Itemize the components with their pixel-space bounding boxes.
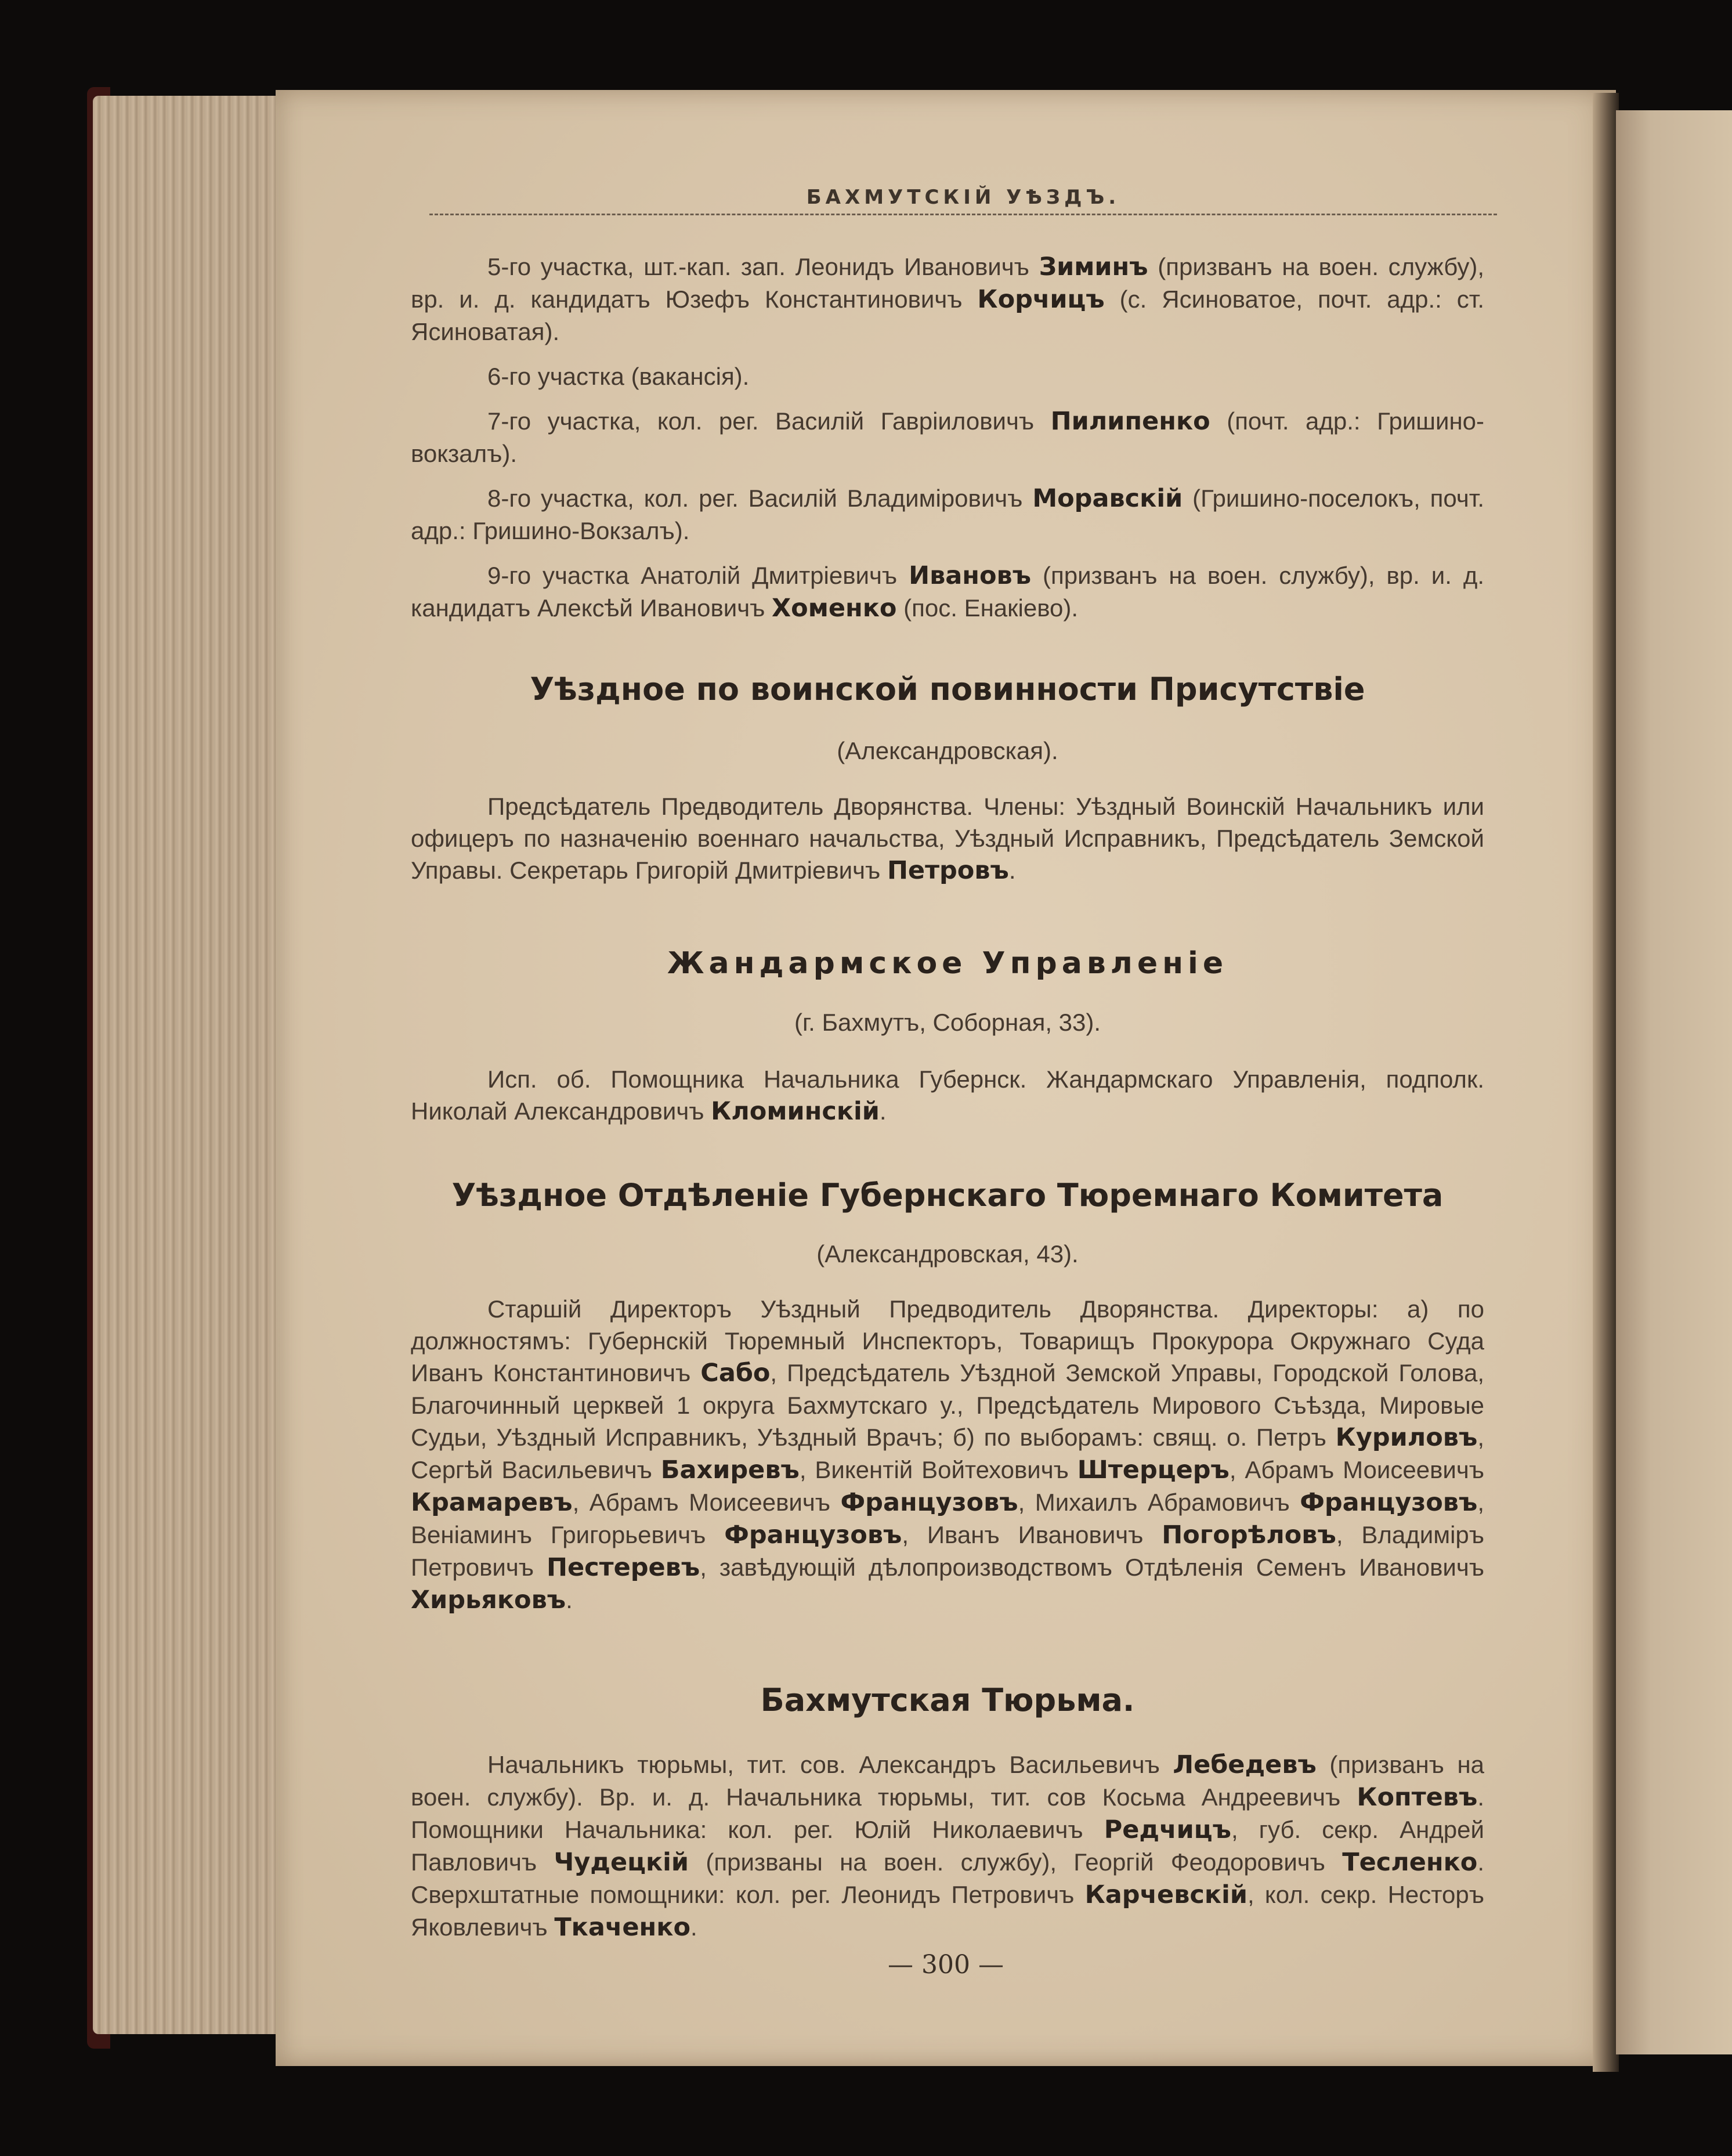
text-run: Исп. об. Помощника Начальника Губернск. Жандармскаго Управленія, подполк. Николай Александровичъ (411, 1066, 1484, 1125)
text-run: . (566, 1586, 573, 1613)
text-run: . (1008, 857, 1016, 884)
bold-surname: Карчевскій (1084, 1880, 1248, 1909)
text-run: 8-го участка, кол. рег. Василій Владиміровичъ (487, 485, 1033, 512)
running-header (429, 174, 1497, 221)
bold-surname: Коптевъ (1357, 1783, 1478, 1812)
bold-surname: Корчицъ (977, 285, 1105, 314)
bold-surname: Погорѣловъ (1162, 1521, 1336, 1550)
bold-surname: Сабо (700, 1359, 771, 1388)
text-run: . Сверхштатные помощники: кол. рег. Леонидъ Петровичъ (411, 1848, 1484, 1908)
paragraph (411, 559, 1484, 624)
paragraph (411, 251, 1484, 348)
text-run: (призванъ на воен. службу). Вр. и. д. Начальника тюрьмы, тит. сов Косьма Андреевичъ (411, 1751, 1484, 1811)
paragraph (411, 1063, 1484, 1128)
header-rule (429, 210, 1497, 215)
paragraph (411, 1293, 1484, 1616)
section-address-military-service: (Александровская). (837, 737, 1058, 764)
bold-surname: Редчицъ (1104, 1815, 1231, 1844)
section-heading-bakhmut-prison: Бахмутская Тюрьма. (760, 1682, 1135, 1718)
text-run: , Веніаминъ Григорьевичъ (411, 1489, 1484, 1548)
section-body-gendarmerie (411, 1063, 1484, 1140)
text-run: (с. Ясиноватое, почт. адр.: ст. Ясиноватая). (411, 286, 1484, 345)
paragraph (411, 790, 1484, 887)
paragraph (411, 482, 1484, 547)
bold-surname: Ивановъ (909, 561, 1032, 590)
paragraph (411, 1749, 1484, 1944)
text-run: , Иванъ Ивановичъ (902, 1521, 1162, 1548)
bold-surname: Бахиревъ (660, 1456, 800, 1485)
bold-surname: Хоменко (772, 594, 897, 623)
text-run: 7-го участка, кол. рег. Василій Гавріиловичъ (487, 407, 1051, 435)
bold-surname: Французовъ (1300, 1488, 1478, 1517)
text-run: (почт. адр.: Гришино-вокзалъ). (411, 407, 1484, 467)
section-address-gendarmerie: (г. Бахмутъ, Соборная, 33). (794, 1009, 1101, 1036)
section-heading-gendarmerie: Жандармское Управленіе (667, 946, 1228, 981)
text-run: . (879, 1097, 887, 1125)
book-gutter (1593, 93, 1619, 2072)
text-run: , кол. секр. Несторъ Яковлевичъ (411, 1881, 1484, 1941)
bold-surname: Чудецкій (554, 1848, 689, 1877)
text-run: , Сергѣй Васильевичъ (411, 1424, 1484, 1483)
bold-surname: Моравскій (1032, 484, 1183, 513)
section-body-bakhmut-prison (411, 1749, 1484, 1956)
district-police-list (411, 251, 1484, 637)
text-run: (призванъ на воен. службу), вр. и. д. кандидатъ Алексѣй Ивановичъ (411, 562, 1484, 622)
page-edges (93, 96, 284, 2034)
text-run: , Абрамъ Моисеевичъ (1229, 1456, 1484, 1483)
page-number: — 300 — (888, 1950, 1004, 1980)
bold-surname: Лебедевъ (1173, 1750, 1317, 1779)
section-body-military-service (411, 790, 1484, 900)
bold-surname: Зиминъ (1039, 252, 1148, 281)
bold-surname: Кломинскій (711, 1097, 880, 1126)
text-run: (призванъ на воен. службу), вр. и. д. кандидатъ Юзефъ Константиновичъ (411, 253, 1485, 313)
bold-surname: Французовъ (724, 1521, 902, 1550)
text-run: , Предсѣдатель Уѣздной Земской Управы, Городской Голова, Благочинный церквей 1 округа Бахмутскаго у., Предсѣдатель Мирового Съѣзда, Мировые Судьи, Уѣздный Исправникъ, Уѣздный Врачъ; б) по выборамъ: свящ. о. Петръ (411, 1359, 1484, 1451)
bold-surname: Штерцеръ (1077, 1456, 1230, 1485)
text-run: , Абрамъ Моисеевичъ (572, 1489, 841, 1516)
section-heading-prison-committee: Уѣздное Отдѣленіе Губернскаго Тюремнаго Комитета (451, 1177, 1444, 1214)
paragraph (411, 405, 1484, 470)
bold-surname: Куриловъ (1335, 1423, 1478, 1452)
section-body-prison-committee (411, 1293, 1484, 1629)
text-run: . Помощники Начальника: кол. рег. Юлій Николаевичъ (411, 1783, 1484, 1843)
text-run: 6-го участка (вакансія). (487, 363, 750, 390)
text-run: Начальникъ тюрьмы, тит. сов. Александръ Васильевичъ (487, 1751, 1173, 1778)
section-heading-military-service: Уѣздное по воинской повинности Присутствіе (530, 671, 1365, 707)
text-run: , Владиміръ Петровичъ (411, 1521, 1485, 1581)
text-run: 5-го участка, шт.-кап. зап. Леонидъ Ивановичъ (487, 253, 1039, 280)
bold-surname: Пилипенко (1050, 407, 1210, 436)
facing-page (1616, 110, 1732, 2054)
text-run: (Гришино-поселокъ, почт. адр.: Гришино-Вокзалъ). (411, 485, 1484, 544)
text-run: , завѣдующій дѣлопроизводствомъ Отдѣленія Семенъ Ивановичъ (700, 1554, 1484, 1581)
text-run: Старшій Директоръ Уѣздный Предводитель Дворянства. Директоры: а) по должностямъ: Губернскій Тюремный Инспекторъ, Товарищъ Прокурора Окружнаго Суда Иванъ Константиновичъ (411, 1295, 1484, 1386)
running-header-title: БАХМУТСКІЙ УѢЗДЪ. (806, 186, 1120, 209)
bold-surname: Хирьяковъ (411, 1586, 566, 1615)
bold-surname: Пестеревъ (547, 1553, 700, 1582)
bold-surname: Петровъ (887, 856, 1009, 885)
text-run: , Викентій Войтеховичъ (799, 1456, 1077, 1483)
bold-surname: Ткаченко (554, 1913, 690, 1942)
text-run: 9-го участка Анатолій Дмитріевичъ (487, 562, 909, 589)
bold-surname: Крамаревъ (411, 1488, 573, 1517)
text-run: (пос. Енакіево). (896, 594, 1079, 622)
text-run: , губ. секр. Андрей Павловичъ (411, 1816, 1484, 1876)
text-run: Предсѣдатель Предводитель Дворянства. Члены: Уѣздный Воинскій Начальникъ или офицеръ по назначенію военнаго начальства, Уѣздный Исправникъ, Предсѣдатель Земской Управы. Секретарь Григорій Дмитріевичъ (411, 793, 1484, 884)
text-run: , Михаилъ Абрамовичъ (1018, 1489, 1300, 1516)
bold-surname: Французовъ (840, 1488, 1018, 1517)
text-run: (призваны на воен. службу), Георгій Феодоровичъ (689, 1848, 1343, 1876)
bold-surname: Тесленко (1342, 1848, 1478, 1877)
paragraph (411, 360, 1484, 392)
section-address-prison-committee: (Александровская, 43). (816, 1240, 1079, 1267)
text-run: . (690, 1913, 697, 1941)
